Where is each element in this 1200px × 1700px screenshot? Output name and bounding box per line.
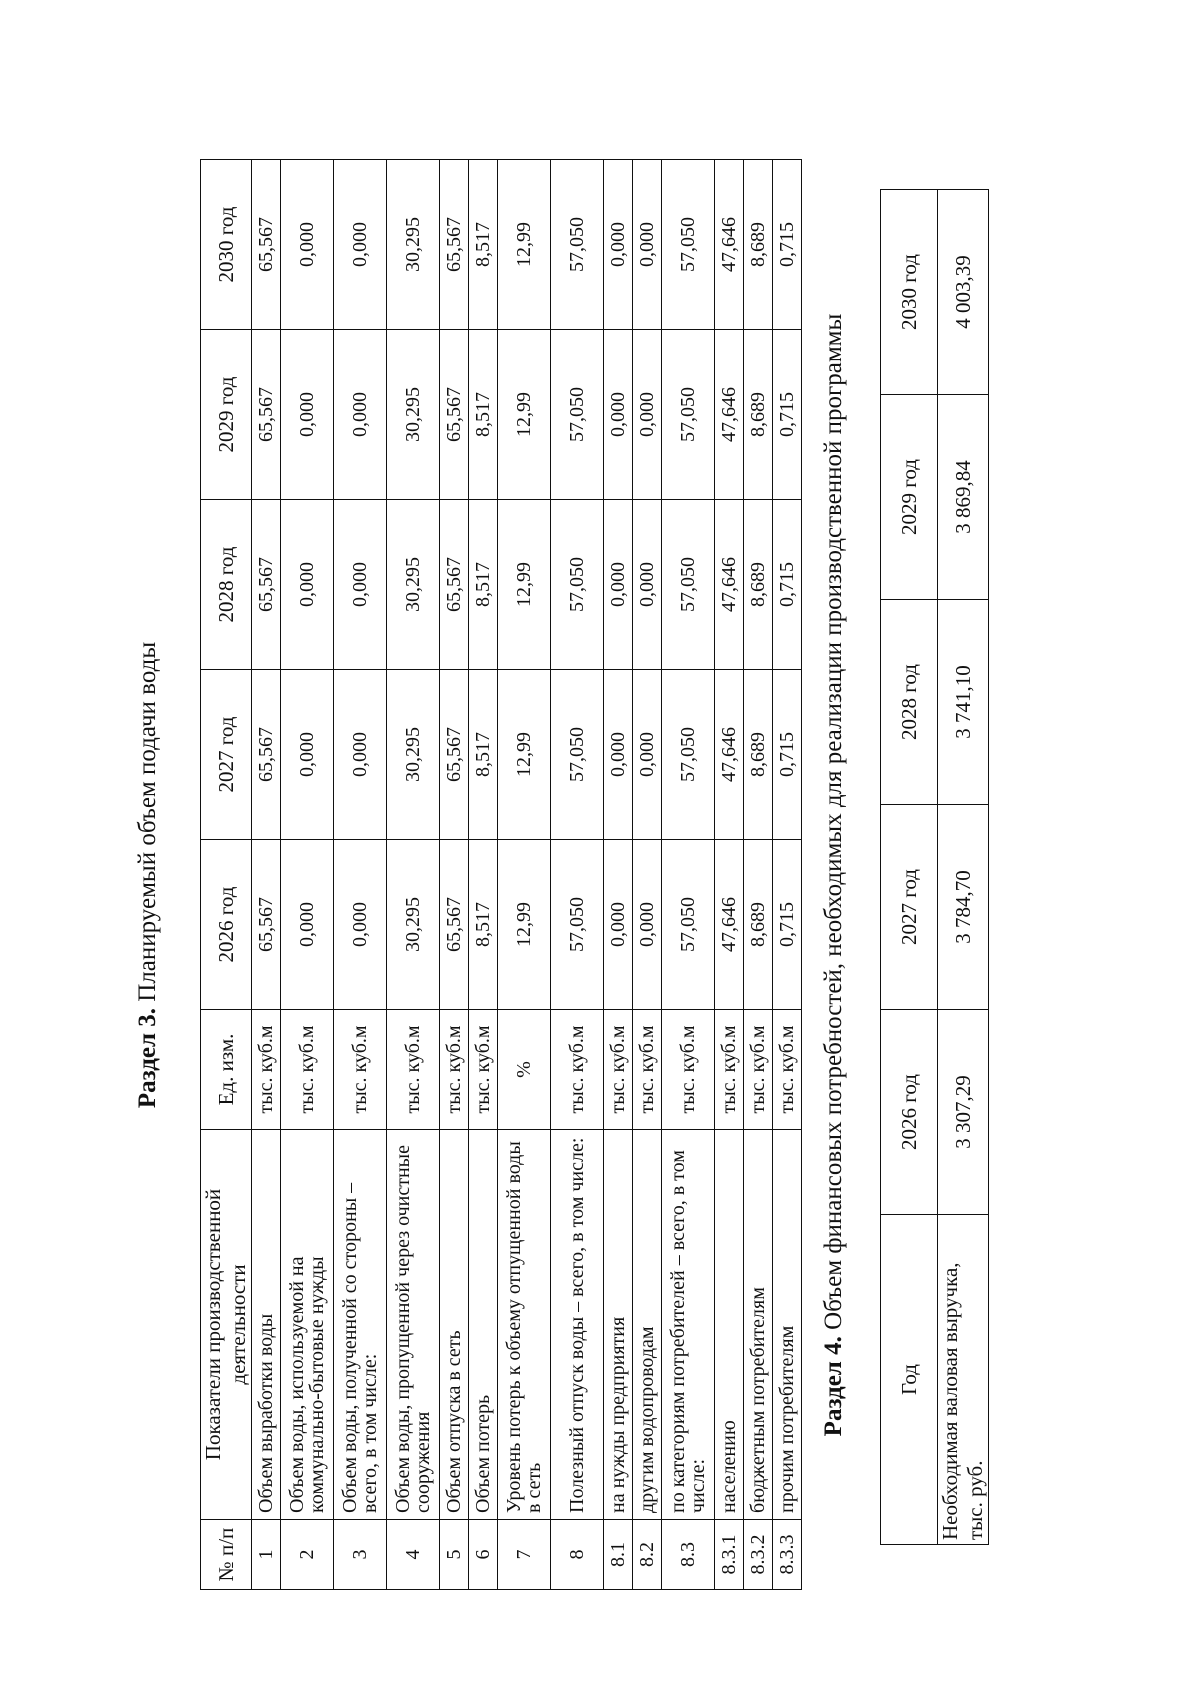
value-cell: 47,646 (715, 500, 744, 670)
header-cell: 2026 год (881, 1010, 938, 1215)
value-cell: 0,000 (334, 840, 387, 1010)
unit-cell: тыс. куб.м (633, 1010, 662, 1130)
row-label: на нужды предприятия (604, 1130, 633, 1520)
value-cell: 65,567 (252, 330, 281, 500)
row-label: населению (715, 1130, 744, 1520)
value-cell: 0,000 (633, 330, 662, 500)
value-cell: 30,295 (387, 670, 440, 840)
value-cell: 0,000 (281, 330, 334, 500)
table-row (498, 160, 551, 1590)
header-cell: № п/п (201, 1520, 252, 1590)
table-row (773, 160, 802, 1590)
unit-cell: тыс. куб.м (551, 1010, 604, 1130)
unit-cell: тыс. куб.м (604, 1010, 633, 1130)
value-cell: 0,000 (604, 670, 633, 840)
header-cell: 2030 год (881, 190, 938, 395)
row-label: другим водопроводам (633, 1130, 662, 1520)
header-cell: 2028 год (201, 500, 252, 670)
value-cell: 57,050 (551, 500, 604, 670)
table-row (334, 160, 387, 1590)
value-cell: 8,517 (469, 840, 498, 1010)
value-cell: 12,99 (498, 500, 551, 670)
value-cell: 30,295 (387, 160, 440, 330)
row-label: Объем отпуска в сеть (440, 1130, 469, 1520)
row-label: бюджетным потребителям (744, 1130, 773, 1520)
header-cell: 2026 год (201, 840, 252, 1010)
header-cell: 2029 год (881, 395, 938, 600)
row-number: 7 (498, 1520, 551, 1590)
value-cell: 30,295 (387, 330, 440, 500)
unit-cell: тыс. куб.м (744, 1010, 773, 1130)
value-cell: 0,000 (633, 840, 662, 1010)
row-number: 6 (469, 1520, 498, 1590)
row-number: 8.3.1 (715, 1520, 744, 1590)
value-cell: 57,050 (551, 670, 604, 840)
document-page (100, 80, 1100, 1640)
table-header-row (881, 190, 938, 1545)
value-cell: 8,689 (744, 330, 773, 500)
header-cell: 2027 год (201, 670, 252, 840)
section-3-title (134, 110, 162, 1640)
header-cell: 2029 год (201, 330, 252, 500)
unit-cell: тыс. куб.м (440, 1010, 469, 1130)
value-cell: 3 869,84 (938, 395, 989, 600)
value-cell: 57,050 (662, 840, 715, 1010)
unit-cell: % (498, 1010, 551, 1130)
table-row (604, 160, 633, 1590)
unit-cell: тыс. куб.м (662, 1010, 715, 1130)
value-cell: 12,99 (498, 330, 551, 500)
value-cell: 65,567 (252, 840, 281, 1010)
value-cell: 0,000 (281, 670, 334, 840)
row-label: Объем воды, полученной со стороны – всего, в том числе: (334, 1130, 387, 1520)
row-number: 5 (440, 1520, 469, 1590)
value-cell: 57,050 (551, 330, 604, 500)
value-cell: 8,517 (469, 500, 498, 670)
value-cell: 0,715 (773, 330, 802, 500)
row-label: прочим потребителям (773, 1130, 802, 1520)
header-cell: 2027 год (881, 805, 938, 1010)
section-4-title-bold: Раздел 4. (820, 1336, 847, 1437)
value-cell: 57,050 (662, 330, 715, 500)
header-cell: Год (881, 1215, 938, 1545)
value-cell: 47,646 (715, 160, 744, 330)
table-row (662, 160, 715, 1590)
value-cell: 0,715 (773, 840, 802, 1010)
row-label: Объем воды, используемой на коммунально-бытовые нужды (281, 1130, 334, 1520)
unit-cell: тыс. куб.м (715, 1010, 744, 1130)
value-cell: 30,295 (387, 840, 440, 1010)
unit-cell: тыс. куб.м (281, 1010, 334, 1130)
value-cell: 0,000 (633, 670, 662, 840)
financial-needs-table (880, 189, 989, 1545)
header-cell: 2030 год (201, 160, 252, 330)
header-cell: Ед. изм. (201, 1010, 252, 1130)
unit-cell: тыс. куб.м (387, 1010, 440, 1130)
row-label: Объем потерь (469, 1130, 498, 1520)
value-cell: 0,000 (281, 160, 334, 330)
value-cell: 65,567 (440, 500, 469, 670)
row-number: 1 (252, 1520, 281, 1590)
value-cell: 65,567 (252, 160, 281, 330)
section-3-title-text: Планируемый объем подачи воды (134, 641, 161, 1008)
row-number: 8.3.3 (773, 1520, 802, 1590)
section-4-title-text: Объем финансовых потребностей, необходимых для реализации производственной программы (820, 313, 847, 1337)
value-cell: 57,050 (662, 160, 715, 330)
value-cell: 0,000 (604, 160, 633, 330)
value-cell: 8,517 (469, 670, 498, 840)
table-row (744, 160, 773, 1590)
value-cell: 47,646 (715, 840, 744, 1010)
value-cell: 65,567 (440, 330, 469, 500)
value-cell: 12,99 (498, 160, 551, 330)
value-cell: 65,567 (440, 160, 469, 330)
value-cell: 0,000 (633, 500, 662, 670)
section-4-title (820, 110, 848, 1640)
value-cell: 57,050 (551, 160, 604, 330)
value-cell: 3 784,70 (938, 805, 989, 1010)
row-number: 8.3.2 (744, 1520, 773, 1590)
table-header-row (201, 160, 252, 1590)
value-cell: 47,646 (715, 670, 744, 840)
table-row (469, 160, 498, 1590)
value-cell: 0,000 (604, 330, 633, 500)
row-label: Необходимая валовая выручка, тыс. руб. (938, 1215, 989, 1545)
table-row (387, 160, 440, 1590)
value-cell: 0,715 (773, 670, 802, 840)
row-number: 8 (551, 1520, 604, 1590)
value-cell: 12,99 (498, 670, 551, 840)
water-supply-table (200, 159, 802, 1590)
value-cell: 8,689 (744, 500, 773, 670)
value-cell: 8,689 (744, 670, 773, 840)
row-label: Полезный отпуск воды – всего, в том числе: (551, 1130, 604, 1520)
value-cell: 65,567 (252, 670, 281, 840)
row-number: 8.1 (604, 1520, 633, 1590)
unit-cell: тыс. куб.м (334, 1010, 387, 1130)
value-cell: 57,050 (551, 840, 604, 1010)
row-number: 8.3 (662, 1520, 715, 1590)
table-row (281, 160, 334, 1590)
unit-cell: тыс. куб.м (773, 1010, 802, 1130)
row-label: Объем выработки воды (252, 1130, 281, 1520)
row-number: 8.2 (633, 1520, 662, 1590)
value-cell: 8,689 (744, 840, 773, 1010)
value-cell: 0,000 (604, 840, 633, 1010)
value-cell: 0,715 (773, 160, 802, 330)
value-cell: 0,000 (334, 330, 387, 500)
unit-cell: тыс. куб.м (469, 1010, 498, 1130)
row-label: Уровень потерь к объему отпущенной воды в сеть (498, 1130, 551, 1520)
row-label: Объем воды, пропущенной через очистные сооружения (387, 1130, 440, 1520)
value-cell: 8,689 (744, 160, 773, 330)
value-cell: 65,567 (440, 670, 469, 840)
value-cell: 3 741,10 (938, 600, 989, 805)
header-cell: Показатели производственной деятельности (201, 1130, 252, 1520)
value-cell: 0,000 (334, 160, 387, 330)
value-cell: 57,050 (662, 500, 715, 670)
table-row (440, 160, 469, 1590)
value-cell: 0,000 (633, 160, 662, 330)
value-cell: 65,567 (252, 500, 281, 670)
row-label: по категориям потребителей – всего, в том числе: (662, 1130, 715, 1520)
value-cell: 8,517 (469, 160, 498, 330)
value-cell: 12,99 (498, 840, 551, 1010)
table-row (551, 160, 604, 1590)
value-cell: 0,000 (281, 500, 334, 670)
section-3-title-bold: Раздел 3. (134, 1008, 161, 1109)
table-row (252, 160, 281, 1590)
value-cell: 0,000 (334, 670, 387, 840)
value-cell: 0,000 (334, 500, 387, 670)
unit-cell: тыс. куб.м (252, 1010, 281, 1130)
value-cell: 8,517 (469, 330, 498, 500)
row-number: 2 (281, 1520, 334, 1590)
row-number: 4 (387, 1520, 440, 1590)
value-cell: 0,000 (281, 840, 334, 1010)
value-cell: 0,715 (773, 500, 802, 670)
table-row (938, 190, 989, 1545)
value-cell: 57,050 (662, 670, 715, 840)
value-cell: 0,000 (604, 500, 633, 670)
row-number: 3 (334, 1520, 387, 1590)
value-cell: 4 003,39 (938, 190, 989, 395)
value-cell: 47,646 (715, 330, 744, 500)
table-row (715, 160, 744, 1590)
value-cell: 3 307,29 (938, 1010, 989, 1215)
value-cell: 65,567 (440, 840, 469, 1010)
header-cell: 2028 год (881, 600, 938, 805)
table-row (633, 160, 662, 1590)
value-cell: 30,295 (387, 500, 440, 670)
